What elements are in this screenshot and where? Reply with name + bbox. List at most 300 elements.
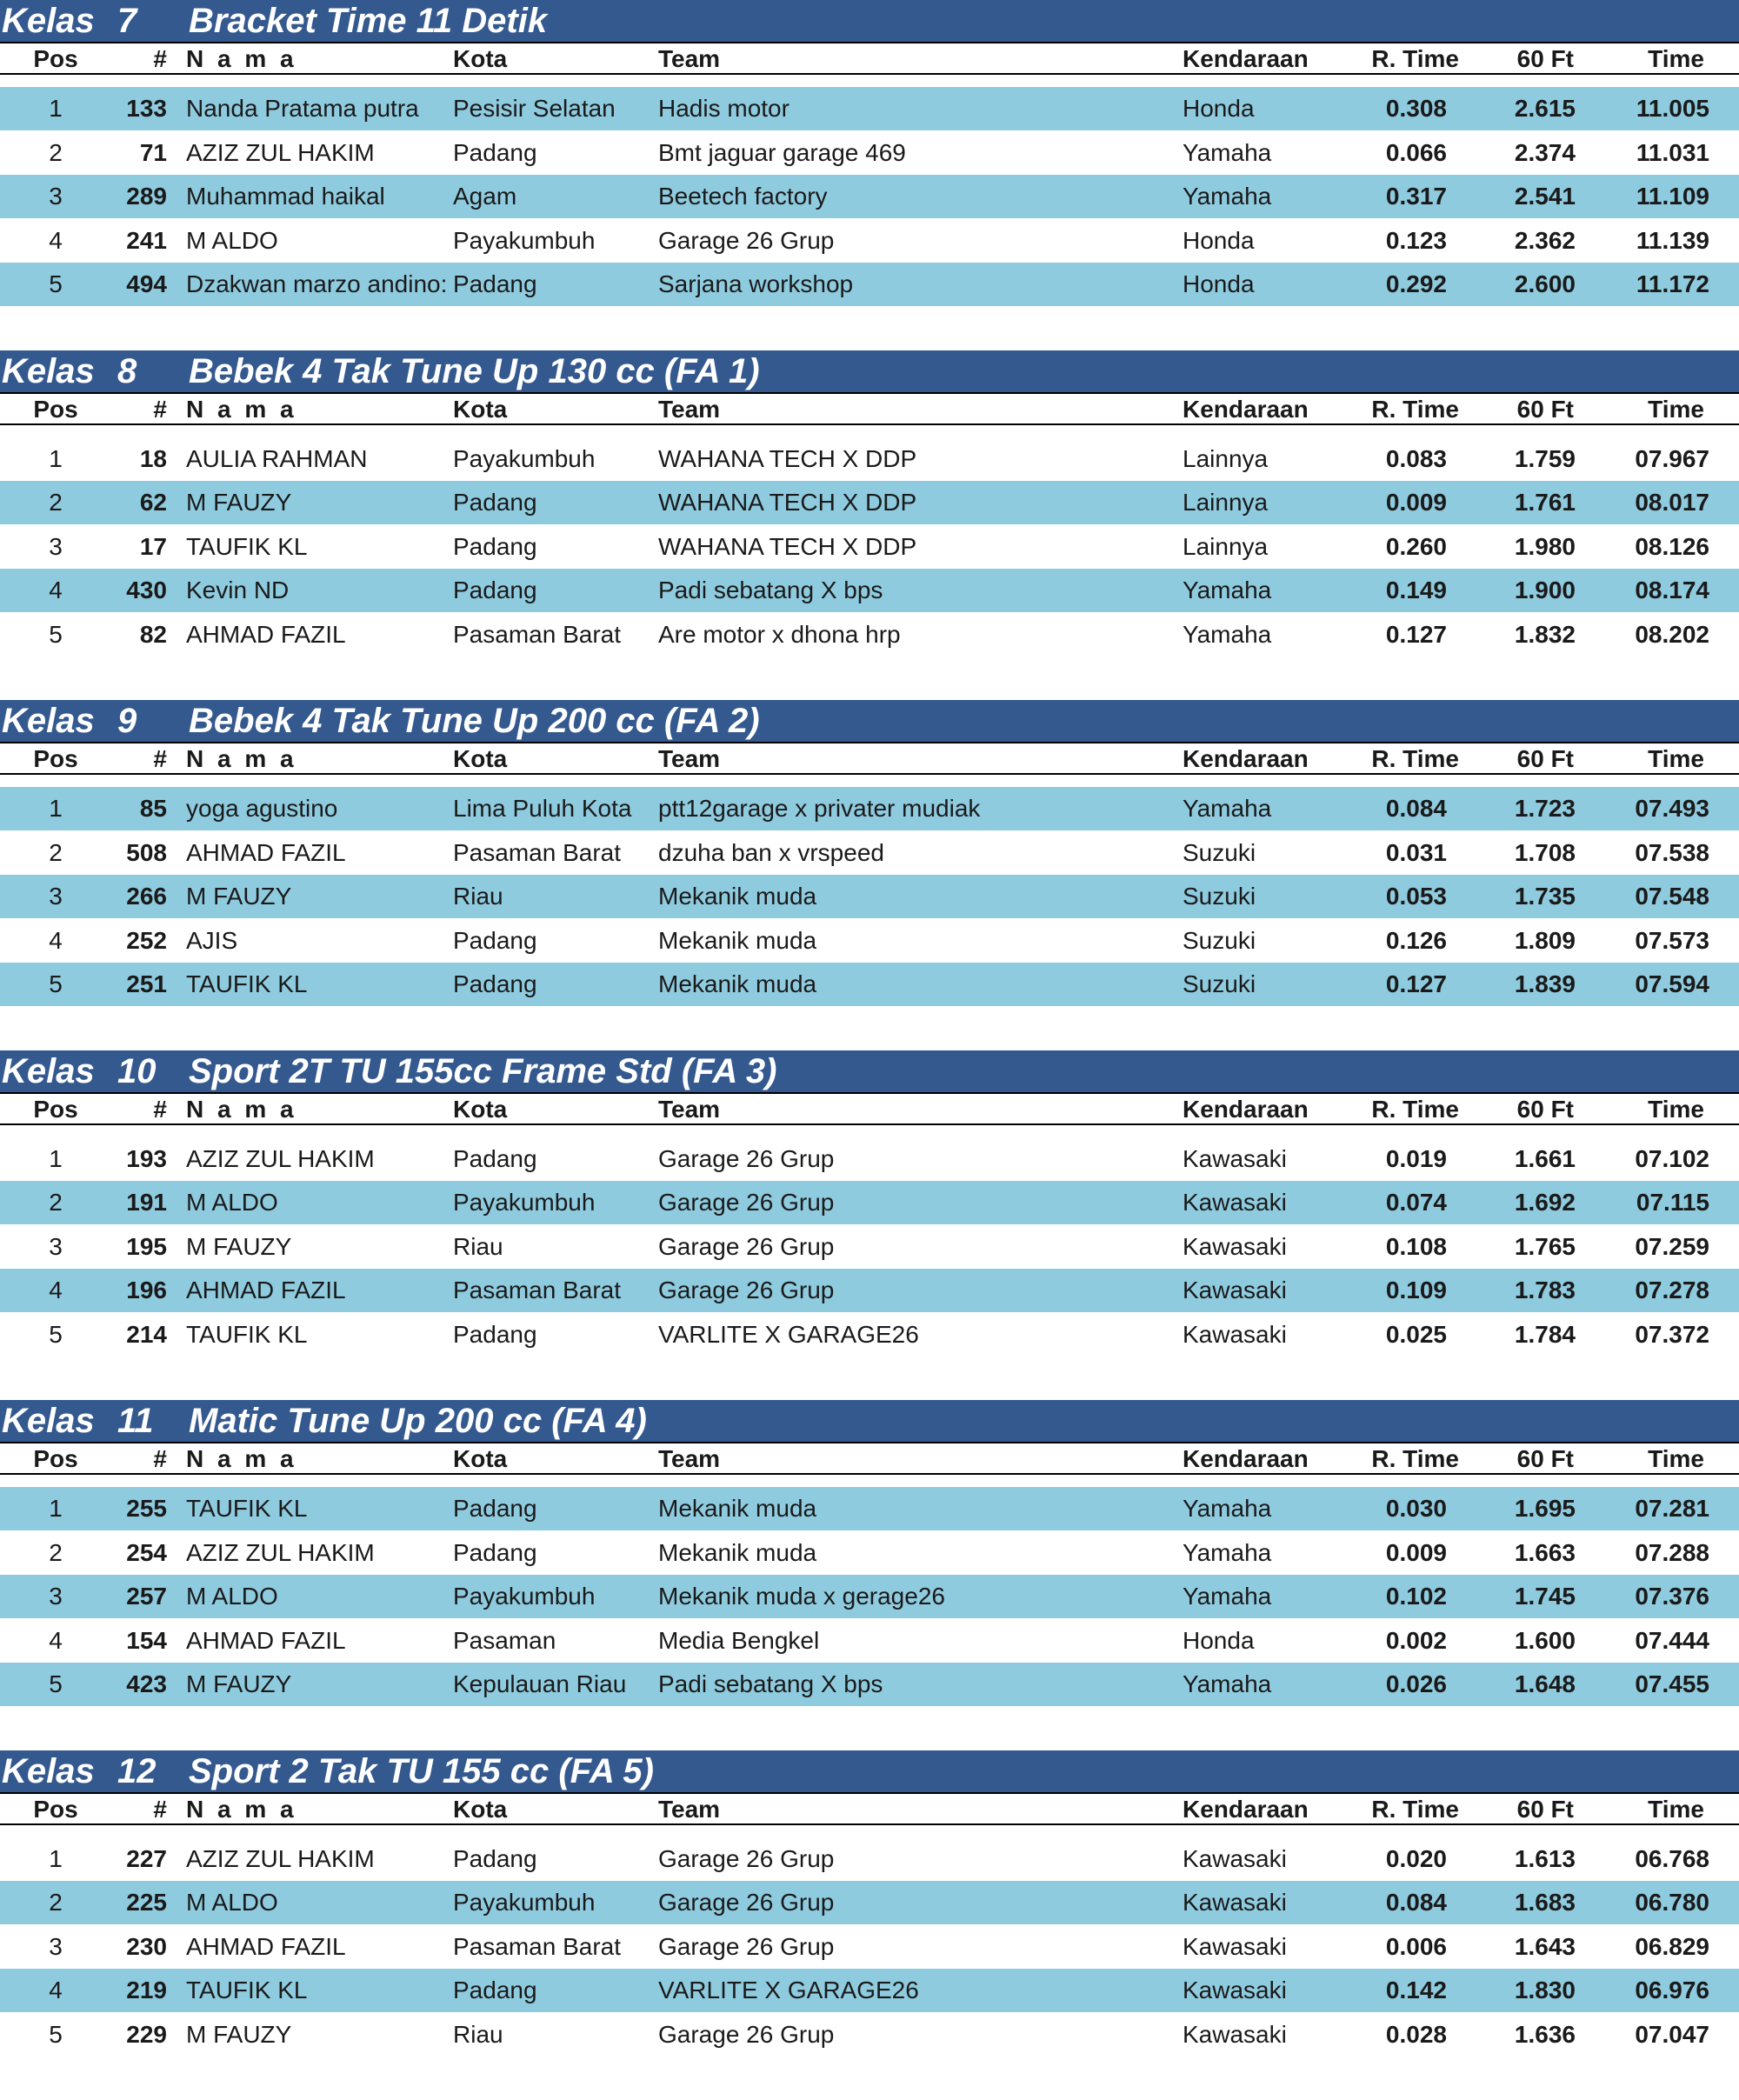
column-header-row xyxy=(0,392,1739,425)
cell-reaction-time: 0.053 xyxy=(1356,875,1447,918)
cell-number: 195 xyxy=(111,1225,167,1269)
cell-nama: AULIA RAHMAN xyxy=(186,437,449,481)
cell-reaction-time: 0.126 xyxy=(1356,919,1447,963)
cell-reaction-time: 0.083 xyxy=(1356,437,1447,481)
header-pos: Pos xyxy=(0,1094,111,1125)
cell-nama: M ALDO xyxy=(186,1181,449,1224)
cell-team: Media Bengkel xyxy=(658,1619,819,1663)
cell-kendaraan: Lainnya xyxy=(1183,525,1268,569)
cell-kendaraan: Lainnya xyxy=(1183,481,1268,524)
cell-60ft: 1.759 xyxy=(1478,437,1576,481)
cell-nama: TAUFIK KL xyxy=(186,1969,449,2012)
cell-number: 494 xyxy=(111,263,167,306)
class-number: 7 xyxy=(117,0,137,42)
cell-team: Padi sebatang X bps xyxy=(658,1663,883,1706)
cell-time: 11.109 xyxy=(1609,175,1709,218)
cell-team: Garage 26 Grup xyxy=(658,1181,834,1224)
cell-60ft: 1.695 xyxy=(1478,1487,1576,1530)
cell-team: dzuha ban x vrspeed xyxy=(658,831,884,875)
cell-team: Mekanik muda xyxy=(658,1487,816,1530)
header-team: Team xyxy=(658,1094,720,1125)
class-header-bar xyxy=(0,1750,1739,1792)
header-number: # xyxy=(111,43,167,75)
result-row xyxy=(0,875,1739,918)
header-time: Time xyxy=(1609,743,1704,775)
cell-pos: 4 xyxy=(0,569,111,612)
result-row xyxy=(0,437,1739,481)
result-row xyxy=(0,1837,1739,1881)
cell-reaction-time: 0.142 xyxy=(1356,1969,1447,2012)
cell-reaction-time: 0.108 xyxy=(1356,1225,1447,1269)
cell-kendaraan: Yamaha xyxy=(1183,175,1271,218)
cell-kota: Padang xyxy=(453,1837,537,1881)
column-header-row xyxy=(0,42,1739,75)
cell-team: Garage 26 Grup xyxy=(658,1137,834,1181)
cell-team: Mekanik muda xyxy=(658,963,816,1006)
cell-pos: 5 xyxy=(0,2013,111,2057)
cell-kendaraan: Suzuki xyxy=(1183,831,1256,875)
header-kota: Kota xyxy=(453,394,507,425)
header-time: Time xyxy=(1609,1443,1704,1475)
cell-pos: 1 xyxy=(0,1487,111,1530)
cell-nama: Muhammad haikal xyxy=(186,175,449,218)
header-60ft: 60 Ft xyxy=(1478,394,1574,425)
cell-team: Garage 26 Grup xyxy=(658,1881,834,1924)
cell-reaction-time: 0.009 xyxy=(1356,1531,1447,1575)
cell-60ft: 1.723 xyxy=(1478,787,1576,830)
cell-pos: 1 xyxy=(0,1137,111,1181)
class-label: Kelas xyxy=(2,1400,95,1442)
cell-nama: M FAUZY xyxy=(186,481,449,524)
result-row xyxy=(0,963,1739,1006)
cell-reaction-time: 0.019 xyxy=(1356,1137,1447,1181)
cell-60ft: 2.600 xyxy=(1478,263,1576,306)
header-60ft: 60 Ft xyxy=(1478,1794,1574,1825)
cell-number: 252 xyxy=(111,919,167,963)
cell-pos: 2 xyxy=(0,131,111,175)
cell-number: 18 xyxy=(111,437,167,481)
cell-nama: AHMAD FAZIL xyxy=(186,1269,449,1312)
cell-60ft: 1.643 xyxy=(1478,1925,1576,1969)
cell-reaction-time: 0.002 xyxy=(1356,1619,1447,1663)
cell-team: Garage 26 Grup xyxy=(658,1925,834,1969)
cell-team: Bmt jaguar garage 469 xyxy=(658,131,906,175)
header-team: Team xyxy=(658,1443,720,1475)
cell-60ft: 1.900 xyxy=(1478,569,1576,612)
cell-pos: 3 xyxy=(0,1225,111,1269)
result-row xyxy=(0,1663,1739,1706)
header-nama: N a m a xyxy=(186,1443,449,1475)
header-60ft: 60 Ft xyxy=(1478,43,1574,75)
cell-60ft: 1.765 xyxy=(1478,1225,1576,1269)
cell-60ft: 1.784 xyxy=(1478,1313,1576,1357)
cell-kendaraan: Kawasaki xyxy=(1183,1881,1287,1924)
cell-kota: Riau xyxy=(453,2013,503,2057)
cell-number: 423 xyxy=(111,1663,167,1706)
cell-team: VARLITE X GARAGE26 xyxy=(658,1969,919,2012)
cell-pos: 3 xyxy=(0,875,111,918)
result-row xyxy=(0,919,1739,963)
class-label: Kelas xyxy=(2,700,95,742)
cell-team: Garage 26 Grup xyxy=(658,219,834,263)
cell-team: Garage 26 Grup xyxy=(658,1837,834,1881)
cell-60ft: 1.761 xyxy=(1478,481,1576,524)
cell-60ft: 1.648 xyxy=(1478,1663,1576,1706)
cell-reaction-time: 0.020 xyxy=(1356,1837,1447,1881)
cell-kendaraan: Yamaha xyxy=(1183,613,1271,657)
cell-kendaraan: Kawasaki xyxy=(1183,1969,1287,2012)
cell-team: VARLITE X GARAGE26 xyxy=(658,1313,919,1357)
header-kendaraan: Kendaraan xyxy=(1183,394,1309,425)
cell-time: 07.455 xyxy=(1609,1663,1709,1706)
result-row xyxy=(0,1487,1739,1530)
cell-nama: yoga agustino xyxy=(186,787,449,830)
cell-nama: TAUFIK KL xyxy=(186,1487,449,1530)
cell-team: Garage 26 Grup xyxy=(658,1269,834,1312)
cell-kota: Padang xyxy=(453,263,537,306)
cell-team: ptt12garage x privater mudiak xyxy=(658,787,980,830)
header-kendaraan: Kendaraan xyxy=(1183,43,1309,75)
cell-number: 71 xyxy=(111,131,167,175)
cell-pos: 5 xyxy=(0,613,111,657)
cell-kendaraan: Yamaha xyxy=(1183,787,1271,830)
header-kendaraan: Kendaraan xyxy=(1183,1443,1309,1475)
cell-time: 07.573 xyxy=(1609,919,1709,963)
result-row xyxy=(0,1225,1739,1269)
class-number: 10 xyxy=(117,1050,157,1092)
cell-60ft: 1.735 xyxy=(1478,875,1576,918)
cell-kota: Padang xyxy=(453,919,537,963)
cell-kota: Agam xyxy=(453,175,516,218)
cell-pos: 5 xyxy=(0,1313,111,1357)
cell-reaction-time: 0.006 xyxy=(1356,1925,1447,1969)
result-row xyxy=(0,2013,1739,2057)
cell-team: WAHANA TECH X DDP xyxy=(658,481,916,524)
cell-kendaraan: Suzuki xyxy=(1183,919,1256,963)
cell-reaction-time: 0.109 xyxy=(1356,1269,1447,1312)
header-kota: Kota xyxy=(453,1443,507,1475)
class-section xyxy=(0,0,1739,350)
class-header-bar xyxy=(0,1400,1739,1442)
cell-60ft: 1.600 xyxy=(1478,1619,1576,1663)
cell-60ft: 1.745 xyxy=(1478,1575,1576,1618)
cell-kota: Pasaman Barat xyxy=(453,613,621,657)
cell-kota: Padang xyxy=(453,1969,537,2012)
cell-kendaraan: Kawasaki xyxy=(1183,1137,1287,1181)
cell-60ft: 2.362 xyxy=(1478,219,1576,263)
cell-nama: AZIZ ZUL HAKIM xyxy=(186,1837,449,1881)
cell-time: 07.967 xyxy=(1609,437,1709,481)
class-label: Kelas xyxy=(2,0,95,42)
cell-pos: 2 xyxy=(0,1881,111,1924)
result-row xyxy=(0,1925,1739,1969)
cell-nama: M FAUZY xyxy=(186,875,449,918)
header-pos: Pos xyxy=(0,1443,111,1475)
cell-reaction-time: 0.127 xyxy=(1356,963,1447,1006)
cell-kota: Padang xyxy=(453,481,537,524)
cell-number: 214 xyxy=(111,1313,167,1357)
cell-kota: Payakumbuh xyxy=(453,1575,595,1618)
cell-reaction-time: 0.084 xyxy=(1356,787,1447,830)
cell-team: WAHANA TECH X DDP xyxy=(658,437,916,481)
cell-number: 193 xyxy=(111,1137,167,1181)
cell-60ft: 1.832 xyxy=(1478,613,1576,657)
cell-pos: 4 xyxy=(0,1269,111,1312)
cell-kendaraan: Suzuki xyxy=(1183,875,1256,918)
class-title: Matic Tune Up 200 cc (FA 4) xyxy=(189,1400,647,1442)
result-row xyxy=(0,1881,1739,1924)
header-nama: N a m a xyxy=(186,43,449,75)
result-row xyxy=(0,87,1739,130)
cell-kota: Payakumbuh xyxy=(453,219,595,263)
result-row xyxy=(0,1313,1739,1357)
result-row xyxy=(0,1181,1739,1224)
cell-number: 254 xyxy=(111,1531,167,1575)
class-section xyxy=(0,1400,1739,1750)
cell-nama: AHMAD FAZIL xyxy=(186,1925,449,1969)
header-reaction-time: R. Time xyxy=(1356,743,1459,775)
cell-kendaraan: Kawasaki xyxy=(1183,1925,1287,1969)
cell-team: Are motor x dhona hrp xyxy=(658,613,901,657)
cell-time: 07.538 xyxy=(1609,831,1709,875)
cell-number: 289 xyxy=(111,175,167,218)
cell-pos: 4 xyxy=(0,219,111,263)
cell-kendaraan: Yamaha xyxy=(1183,1575,1271,1618)
cell-number: 251 xyxy=(111,963,167,1006)
cell-kota: Payakumbuh xyxy=(453,1181,595,1224)
header-kota: Kota xyxy=(453,743,507,775)
cell-number: 191 xyxy=(111,1181,167,1224)
cell-number: 241 xyxy=(111,219,167,263)
cell-time: 07.115 xyxy=(1609,1181,1709,1224)
cell-number: 85 xyxy=(111,787,167,830)
cell-time: 08.017 xyxy=(1609,481,1709,524)
result-row xyxy=(0,1619,1739,1663)
header-pos: Pos xyxy=(0,743,111,775)
class-number: 11 xyxy=(117,1400,154,1442)
class-label: Kelas xyxy=(2,1750,95,1792)
cell-kota: Padang xyxy=(453,131,537,175)
header-team: Team xyxy=(658,43,720,75)
cell-reaction-time: 0.317 xyxy=(1356,175,1447,218)
cell-number: 227 xyxy=(111,1837,167,1881)
header-kota: Kota xyxy=(453,1094,507,1125)
cell-number: 62 xyxy=(111,481,167,524)
cell-kendaraan: Kawasaki xyxy=(1183,1837,1287,1881)
header-kendaraan: Kendaraan xyxy=(1183,743,1309,775)
cell-reaction-time: 0.030 xyxy=(1356,1487,1447,1530)
cell-reaction-time: 0.066 xyxy=(1356,131,1447,175)
cell-pos: 4 xyxy=(0,1969,111,2012)
cell-60ft: 1.980 xyxy=(1478,525,1576,569)
cell-nama: AZIZ ZUL HAKIM xyxy=(186,1137,449,1181)
cell-time: 06.780 xyxy=(1609,1881,1709,1924)
cell-60ft: 1.661 xyxy=(1478,1137,1576,1181)
class-section xyxy=(0,1050,1739,1401)
class-title: Sport 2T TU 155cc Frame Std (FA 3) xyxy=(189,1050,776,1092)
cell-pos: 2 xyxy=(0,481,111,524)
cell-number: 255 xyxy=(111,1487,167,1530)
cell-time: 08.202 xyxy=(1609,613,1709,657)
cell-pos: 4 xyxy=(0,1619,111,1663)
cell-time: 06.829 xyxy=(1609,1925,1709,1969)
cell-time: 11.139 xyxy=(1609,219,1709,263)
cell-nama: M ALDO xyxy=(186,1881,449,1924)
cell-kendaraan: Yamaha xyxy=(1183,569,1271,612)
header-reaction-time: R. Time xyxy=(1356,1094,1459,1125)
cell-kota: Pesisir Selatan xyxy=(453,87,616,130)
cell-pos: 1 xyxy=(0,437,111,481)
class-header-bar xyxy=(0,1050,1739,1092)
header-number: # xyxy=(111,743,167,775)
cell-kota: Riau xyxy=(453,1225,503,1269)
cell-kendaraan: Kawasaki xyxy=(1183,1313,1287,1357)
cell-time: 07.376 xyxy=(1609,1575,1709,1618)
header-nama: N a m a xyxy=(186,743,449,775)
cell-nama: TAUFIK KL xyxy=(186,525,449,569)
cell-time: 07.102 xyxy=(1609,1137,1709,1181)
column-header-row xyxy=(0,1792,1739,1825)
header-pos: Pos xyxy=(0,394,111,425)
cell-kota: Padang xyxy=(453,1313,537,1357)
cell-time: 08.126 xyxy=(1609,525,1709,569)
cell-60ft: 2.615 xyxy=(1478,87,1576,130)
cell-number: 17 xyxy=(111,525,167,569)
cell-kota: Padang xyxy=(453,963,537,1006)
cell-team: Garage 26 Grup xyxy=(658,2013,834,2057)
header-60ft: 60 Ft xyxy=(1478,1443,1574,1475)
cell-kota: Payakumbuh xyxy=(453,437,595,481)
column-header-row xyxy=(0,1092,1739,1125)
cell-reaction-time: 0.026 xyxy=(1356,1663,1447,1706)
result-row xyxy=(0,1575,1739,1618)
cell-nama: AHMAD FAZIL xyxy=(186,831,449,875)
cell-kendaraan: Lainnya xyxy=(1183,437,1268,481)
cell-nama: AHMAD FAZIL xyxy=(186,613,449,657)
cell-reaction-time: 0.025 xyxy=(1356,1313,1447,1357)
cell-time: 06.976 xyxy=(1609,1969,1709,2012)
class-title: Sport 2 Tak TU 155 cc (FA 5) xyxy=(189,1750,654,1792)
cell-kendaraan: Yamaha xyxy=(1183,131,1271,175)
cell-kendaraan: Suzuki xyxy=(1183,963,1256,1006)
cell-kota: Padang xyxy=(453,1487,537,1530)
result-row xyxy=(0,1531,1739,1575)
class-section xyxy=(0,350,1739,701)
cell-kendaraan: Kawasaki xyxy=(1183,2013,1287,2057)
header-team: Team xyxy=(658,394,720,425)
result-row xyxy=(0,219,1739,263)
header-60ft: 60 Ft xyxy=(1478,1094,1574,1125)
cell-time: 07.372 xyxy=(1609,1313,1709,1357)
cell-reaction-time: 0.102 xyxy=(1356,1575,1447,1618)
cell-reaction-time: 0.260 xyxy=(1356,525,1447,569)
cell-60ft: 1.708 xyxy=(1478,831,1576,875)
header-kota: Kota xyxy=(453,1794,507,1825)
cell-reaction-time: 0.084 xyxy=(1356,1881,1447,1924)
cell-time: 07.594 xyxy=(1609,963,1709,1006)
cell-pos: 5 xyxy=(0,1663,111,1706)
cell-time: 07.444 xyxy=(1609,1619,1709,1663)
cell-kota: Pasaman Barat xyxy=(453,1269,621,1312)
cell-kendaraan: Honda xyxy=(1183,87,1255,130)
header-nama: N a m a xyxy=(186,394,449,425)
cell-pos: 2 xyxy=(0,1181,111,1224)
cell-time: 07.548 xyxy=(1609,875,1709,918)
cell-kendaraan: Kawasaki xyxy=(1183,1181,1287,1224)
cell-reaction-time: 0.031 xyxy=(1356,831,1447,875)
cell-60ft: 1.830 xyxy=(1478,1969,1576,2012)
cell-60ft: 2.541 xyxy=(1478,175,1576,218)
cell-pos: 5 xyxy=(0,263,111,306)
class-header-bar xyxy=(0,350,1739,392)
class-title: Bebek 4 Tak Tune Up 130 cc (FA 1) xyxy=(189,350,760,392)
result-row xyxy=(0,787,1739,830)
cell-number: 154 xyxy=(111,1619,167,1663)
cell-team: Mekanik muda xyxy=(658,919,816,963)
header-number: # xyxy=(111,1094,167,1125)
class-section xyxy=(0,700,1739,1050)
header-number: # xyxy=(111,394,167,425)
result-row xyxy=(0,1137,1739,1181)
cell-nama: Dzakwan marzo andino: xyxy=(186,263,449,306)
result-row xyxy=(0,831,1739,875)
class-header-bar xyxy=(0,0,1739,42)
cell-pos: 2 xyxy=(0,1531,111,1575)
class-section xyxy=(0,1750,1739,2100)
cell-nama: M ALDO xyxy=(186,219,449,263)
header-pos: Pos xyxy=(0,1794,111,1825)
cell-60ft: 1.683 xyxy=(1478,1881,1576,1924)
cell-pos: 3 xyxy=(0,1575,111,1618)
result-row xyxy=(0,1269,1739,1312)
cell-nama: M FAUZY xyxy=(186,1225,449,1269)
cell-pos: 2 xyxy=(0,831,111,875)
cell-nama: AZIZ ZUL HAKIM xyxy=(186,1531,449,1575)
cell-60ft: 2.374 xyxy=(1478,131,1576,175)
class-title: Bebek 4 Tak Tune Up 200 cc (FA 2) xyxy=(189,700,760,742)
header-team: Team xyxy=(658,1794,720,1825)
cell-time: 11.172 xyxy=(1609,263,1709,306)
cell-kota: Lima Puluh Kota xyxy=(453,787,631,830)
header-reaction-time: R. Time xyxy=(1356,1443,1459,1475)
cell-nama: TAUFIK KL xyxy=(186,963,449,1006)
cell-pos: 1 xyxy=(0,87,111,130)
header-team: Team xyxy=(658,743,720,775)
class-label: Kelas xyxy=(2,1050,95,1092)
cell-time: 07.493 xyxy=(1609,787,1709,830)
cell-pos: 4 xyxy=(0,919,111,963)
cell-kota: Padang xyxy=(453,525,537,569)
cell-nama: Nanda Pratama putra xyxy=(186,87,449,130)
header-time: Time xyxy=(1609,1094,1704,1125)
header-nama: N a m a xyxy=(186,1794,449,1825)
cell-team: Padi sebatang X bps xyxy=(658,569,883,612)
cell-nama: AZIZ ZUL HAKIM xyxy=(186,131,449,175)
cell-reaction-time: 0.292 xyxy=(1356,263,1447,306)
result-row xyxy=(0,263,1739,306)
cell-reaction-time: 0.123 xyxy=(1356,219,1447,263)
cell-60ft: 1.636 xyxy=(1478,2013,1576,2057)
cell-kendaraan: Kawasaki xyxy=(1183,1225,1287,1269)
class-number: 8 xyxy=(117,350,137,392)
class-number: 12 xyxy=(117,1750,157,1792)
cell-kota: Kepulauan Riau xyxy=(453,1663,626,1706)
cell-number: 133 xyxy=(111,87,167,130)
cell-60ft: 1.613 xyxy=(1478,1837,1576,1881)
cell-time: 07.288 xyxy=(1609,1531,1709,1575)
cell-nama: TAUFIK KL xyxy=(186,1313,449,1357)
cell-pos: 3 xyxy=(0,525,111,569)
